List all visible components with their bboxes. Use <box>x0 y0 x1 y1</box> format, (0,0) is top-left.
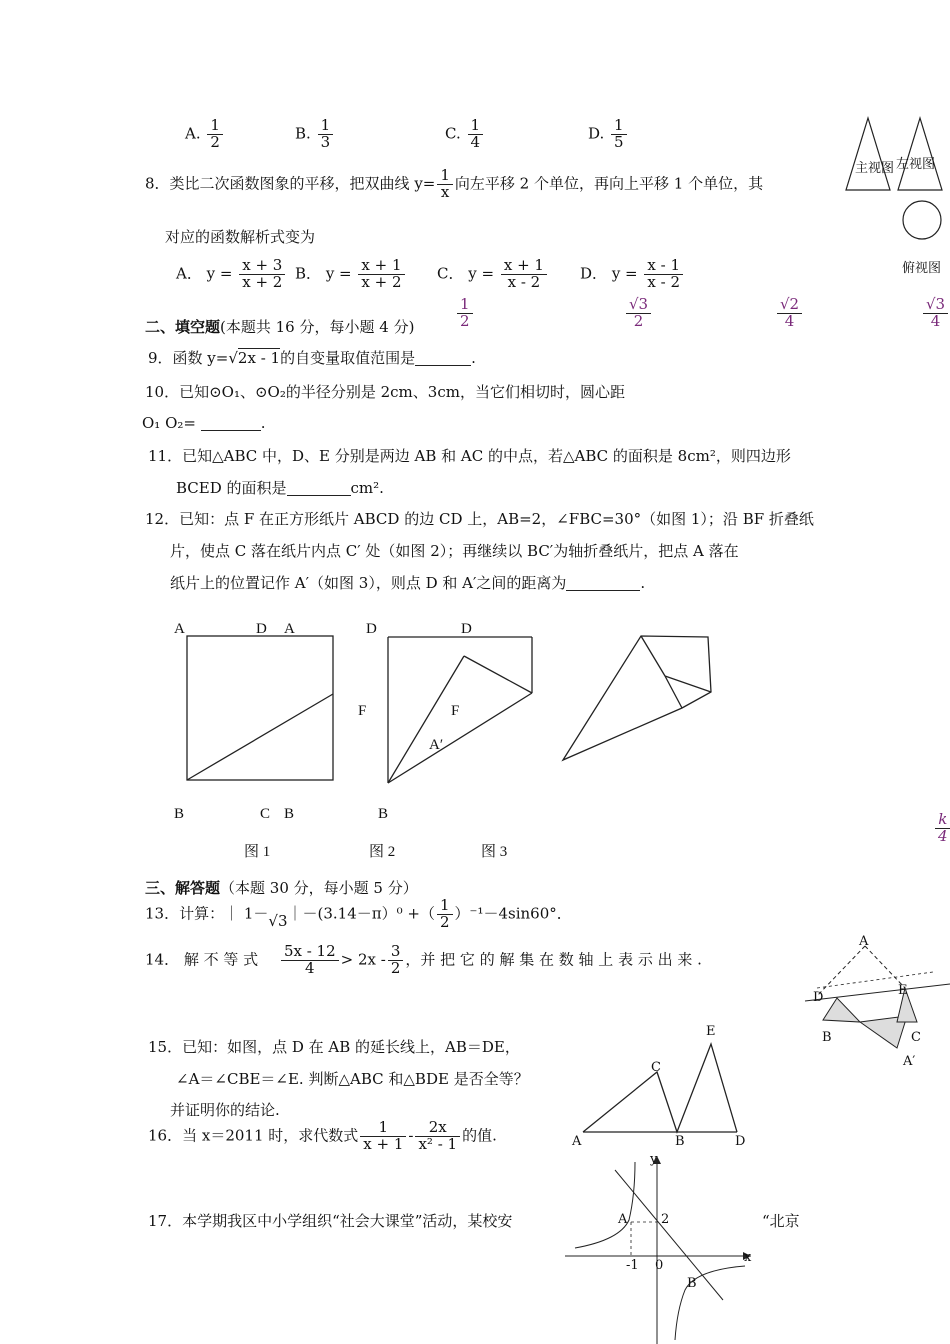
q13-text: 13．计算：｜ 1－√3｜－(3.14－π）⁰ +（ $\frac{1}{2}$ ）⁻¹－4sin60°． <box>145 896 572 931</box>
q14-text: 14． 解 不 等 式 $\frac{5x - 12}{4}$ > 2x - $\frac{3}{2}$ ，并 把 它 的 解 集 在 数 轴 上 表 示 出 来 . <box>145 942 702 977</box>
q16-text: 16．当 x＝2011 时，求代数式 $\frac{1}{x + 1}$ - $\frac{2x}{\text{x² - 1}}$ 的值. <box>148 1118 497 1153</box>
stray-frac-2: $\frac{√3}{2}$ <box>624 297 653 330</box>
graph-tick-neg1: -1 <box>626 1258 639 1273</box>
q10-line2: O₁ O₂= . <box>142 414 266 432</box>
q8-option-a: A． y = $\frac{x + 3}{x + 2}$ <box>176 258 287 291</box>
fig2-caption: 图 2 <box>369 844 396 860</box>
q15-line3: 并证明你的结论. <box>170 1101 280 1119</box>
side-fold-e: E <box>898 983 908 998</box>
stray-frac-4: $\frac{√3}{4}$ <box>921 297 950 330</box>
side-fold-d: D <box>813 990 824 1005</box>
q10-line1: 10．已知⊙O₁、⊙O₂的半径分别是 2cm、3cm，当它们相切时，圆心距 <box>145 383 625 401</box>
q15-line1: 15．已知：如图，点 D 在 AB 的延长线上，AB＝DE， <box>148 1038 520 1056</box>
fig1-caption: 图 1 <box>244 844 271 860</box>
side-fold-b: B <box>822 1030 832 1045</box>
q15-label-b: B <box>675 1134 685 1149</box>
fig3-label-d: D <box>461 621 472 637</box>
side-fold-figure <box>805 938 950 1068</box>
fig2-label-d: D <box>366 621 377 637</box>
hyperbola-graph <box>565 1150 755 1344</box>
q15-label-d: D <box>735 1134 746 1149</box>
q7-option-d: D. $\frac{1}{5}$ <box>588 118 629 151</box>
q17-text-right: “北京 <box>762 1212 800 1230</box>
left-view-label: 左视图 <box>896 157 936 172</box>
q7-option-a: A. $\frac{1}{2}$ <box>185 118 225 151</box>
fig1-label-a: A <box>174 621 185 637</box>
fig1-label-b: B <box>174 806 185 822</box>
q9-text: 9．函数 y=√2x - 1的自变量取值范围是 . <box>148 349 476 367</box>
fig1-label-d: D <box>256 621 267 637</box>
fig3-caption: 图 3 <box>481 844 508 860</box>
section3-heading: 三、解答题（本题 30 分，每小题 5 分） <box>145 879 418 897</box>
fig1-label-c: C <box>260 806 271 822</box>
q7-option-c: C. $\frac{1}{4}$ <box>445 118 485 151</box>
graph-x-label: x <box>744 1250 752 1265</box>
q7-option-b: B. $\frac{1}{3}$ <box>295 118 335 151</box>
q12-line2: 片，使点 C 落在纸片内点 C′ 处（如图 2）；再继续以 BC′为轴折叠纸片，把点 A 落在 <box>170 542 739 560</box>
q8-option-c: C． y = $\frac{x + 1}{x - 2}$ <box>437 258 549 291</box>
q12-line3: 纸片上的位置记作 A′（如图 3），则点 D 和 A′之间的距离为 . <box>170 574 646 592</box>
fig-label-a-prime: A′ <box>429 737 444 753</box>
section2-heading: 二、填空题(本题共 16 分，每小题 4 分) <box>145 318 415 336</box>
graph-tick-2: 2 <box>661 1212 670 1227</box>
stray-frac-1: $\frac{1}{2}$ <box>455 297 475 330</box>
q12-line1: 12．已知：点 F 在正方形纸片 ABCD 的边 CD 上，AB=2，∠FBC=30°（如图 1）；沿 BF 折叠纸 <box>145 510 814 528</box>
fig-label-f1: F <box>358 703 367 719</box>
q8-option-d: D． y = $\frac{x - 1}{x - 2}$ <box>580 258 685 291</box>
fig3-label-b: B <box>378 806 389 822</box>
q15-label-e: E <box>706 1024 716 1039</box>
q11-line2: BCED 的面积是 cm². <box>176 479 384 497</box>
q11-line1: 11．已知△ABC 中，D、E 分别是两边 AB 和 AC 的中点，若△ABC 的面积是 8cm²，则四边形 <box>148 447 791 465</box>
q15-line2: ∠A＝∠CBE＝∠E. 判断△ABC 和△BDE 是否全等？ <box>176 1070 529 1088</box>
main-view-label: 主视图 <box>855 161 895 176</box>
q8-option-b: B． y = $\frac{x + 1}{x + 2}$ <box>295 258 407 291</box>
graph-point-b: B <box>687 1276 697 1291</box>
side-fold-a: A <box>859 934 869 949</box>
fig2-label-a: A <box>284 621 295 637</box>
side-fold-c: C <box>911 1030 921 1045</box>
q15-label-a: A <box>572 1134 582 1149</box>
graph-origin: 0 <box>655 1258 664 1273</box>
graph-y-label: y <box>650 1152 658 1167</box>
stray-frac-3: $\frac{√2}{4}$ <box>775 297 804 330</box>
q15-label-c: C <box>651 1060 661 1075</box>
fig-label-f2: F <box>451 703 460 719</box>
q17-text-left: 17．本学期我区中小学组织“社会大课堂”活动，某校安 <box>148 1212 513 1230</box>
q8-line1: 8．类比二次函数图象的平移，把双曲线 y= $\frac{1}{x}$ 向左平移 2 个单位，再向上平移 1 个单位，其 <box>145 166 764 201</box>
fig2-label-b: B <box>284 806 295 822</box>
stray-k-frac: $\frac{k}{4}$ <box>933 812 950 845</box>
q15-triangles <box>575 1040 755 1140</box>
side-fold-a-prime: A′ <box>903 1054 916 1069</box>
q8-line2: 对应的函数解析式变为 <box>165 228 316 246</box>
graph-point-a: A <box>618 1212 628 1227</box>
top-view-label: 俯视图 <box>902 261 942 276</box>
